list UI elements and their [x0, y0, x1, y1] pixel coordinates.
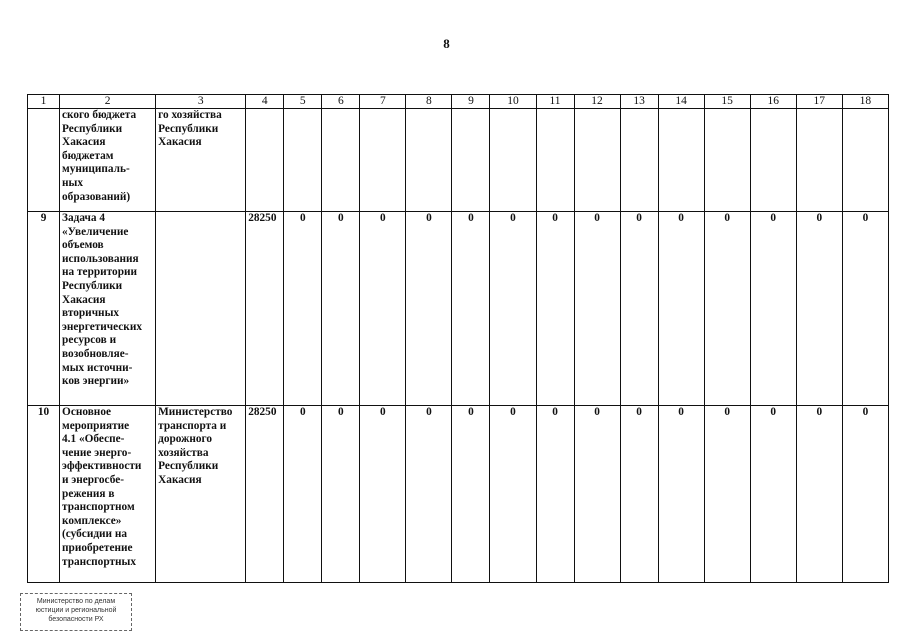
table-row	[28, 109, 889, 212]
value-cell: 0	[536, 406, 574, 583]
column-header-4: 4	[246, 95, 284, 109]
value-cell: 0	[574, 406, 620, 583]
value-cell	[574, 109, 620, 212]
page-number: 8	[443, 36, 450, 51]
value-cell: 0	[406, 212, 452, 406]
column-header-16: 16	[750, 95, 796, 109]
column-header-17: 17	[796, 95, 842, 109]
row-executor	[156, 212, 246, 406]
value-cell: 0	[322, 406, 360, 583]
value-cell	[658, 109, 704, 212]
value-cell	[284, 109, 322, 212]
column-header-8: 8	[406, 95, 452, 109]
column-header-12: 12	[574, 95, 620, 109]
value-cell: 0	[842, 406, 888, 583]
value-cell: 0	[574, 212, 620, 406]
table-row	[28, 406, 889, 583]
registration-stamp	[20, 593, 132, 631]
value-cell: 0	[452, 406, 490, 583]
stamp-line: Министерство по делам	[36, 598, 116, 605]
value-cell: 0	[490, 406, 536, 583]
stamp-line: безопасности РХ	[48, 616, 104, 623]
column-header-11: 11	[536, 95, 574, 109]
value-cell: 28250	[246, 212, 284, 406]
value-cell	[406, 109, 452, 212]
header-row	[28, 95, 889, 109]
row-index: 10	[28, 406, 60, 583]
column-header-9: 9	[452, 95, 490, 109]
column-header-7: 7	[360, 95, 406, 109]
value-cell: 0	[750, 406, 796, 583]
column-header-14: 14	[658, 95, 704, 109]
row-index: 9	[28, 212, 60, 406]
row-name: Задача 4 «Увеличение объемов использования на территории Республики Хакасия вторичных энергетических ресурсов и возобновляе- мых источни- ков энергии»	[60, 212, 156, 406]
table-row	[28, 212, 889, 406]
value-cell	[536, 109, 574, 212]
column-header-6: 6	[322, 95, 360, 109]
value-cell: 0	[658, 212, 704, 406]
value-cell	[360, 109, 406, 212]
value-cell: 0	[796, 406, 842, 583]
row-executor: Министерство транспорта и дорожного хозяйства Республики Хакасия	[156, 406, 246, 583]
column-header-13: 13	[620, 95, 658, 109]
value-cell: 28250	[246, 406, 284, 583]
stamp-line: юстиции и региональной	[35, 607, 117, 614]
value-cell: 0	[360, 212, 406, 406]
value-cell: 0	[704, 406, 750, 583]
value-cell	[704, 109, 750, 212]
value-cell: 0	[658, 406, 704, 583]
value-cell: 0	[360, 406, 406, 583]
column-header-18: 18	[842, 95, 888, 109]
value-cell: 0	[284, 406, 322, 583]
data-table	[27, 94, 889, 583]
value-cell: 0	[620, 212, 658, 406]
value-cell: 0	[796, 212, 842, 406]
column-header-5: 5	[284, 95, 322, 109]
value-cell	[490, 109, 536, 212]
value-cell	[750, 109, 796, 212]
value-cell	[452, 109, 490, 212]
value-cell: 0	[284, 212, 322, 406]
value-cell: 0	[750, 212, 796, 406]
value-cell	[620, 109, 658, 212]
column-header-3: 3	[156, 95, 246, 109]
value-cell: 0	[406, 406, 452, 583]
value-cell: 0	[620, 406, 658, 583]
value-cell	[842, 109, 888, 212]
value-cell	[246, 109, 284, 212]
value-cell: 0	[536, 212, 574, 406]
column-header-10: 10	[490, 95, 536, 109]
column-header-2: 2	[60, 95, 156, 109]
row-name: ского бюджета Республики Хакасия бюджетам муниципаль- ных образований)	[60, 109, 156, 212]
value-cell: 0	[452, 212, 490, 406]
value-cell: 0	[842, 212, 888, 406]
column-header-1: 1	[28, 95, 60, 109]
value-cell: 0	[704, 212, 750, 406]
value-cell: 0	[490, 212, 536, 406]
row-executor: го хозяйства Республики Хакасия	[156, 109, 246, 212]
row-index	[28, 109, 60, 212]
value-cell	[322, 109, 360, 212]
column-header-15: 15	[704, 95, 750, 109]
row-name: Основное мероприятие 4.1 «Обеспе- чение энерго- эффективности и энергосбе- режения в транспортном комплексе» (субсидии на приобретение транспортных	[60, 406, 156, 583]
value-cell	[796, 109, 842, 212]
value-cell: 0	[322, 212, 360, 406]
